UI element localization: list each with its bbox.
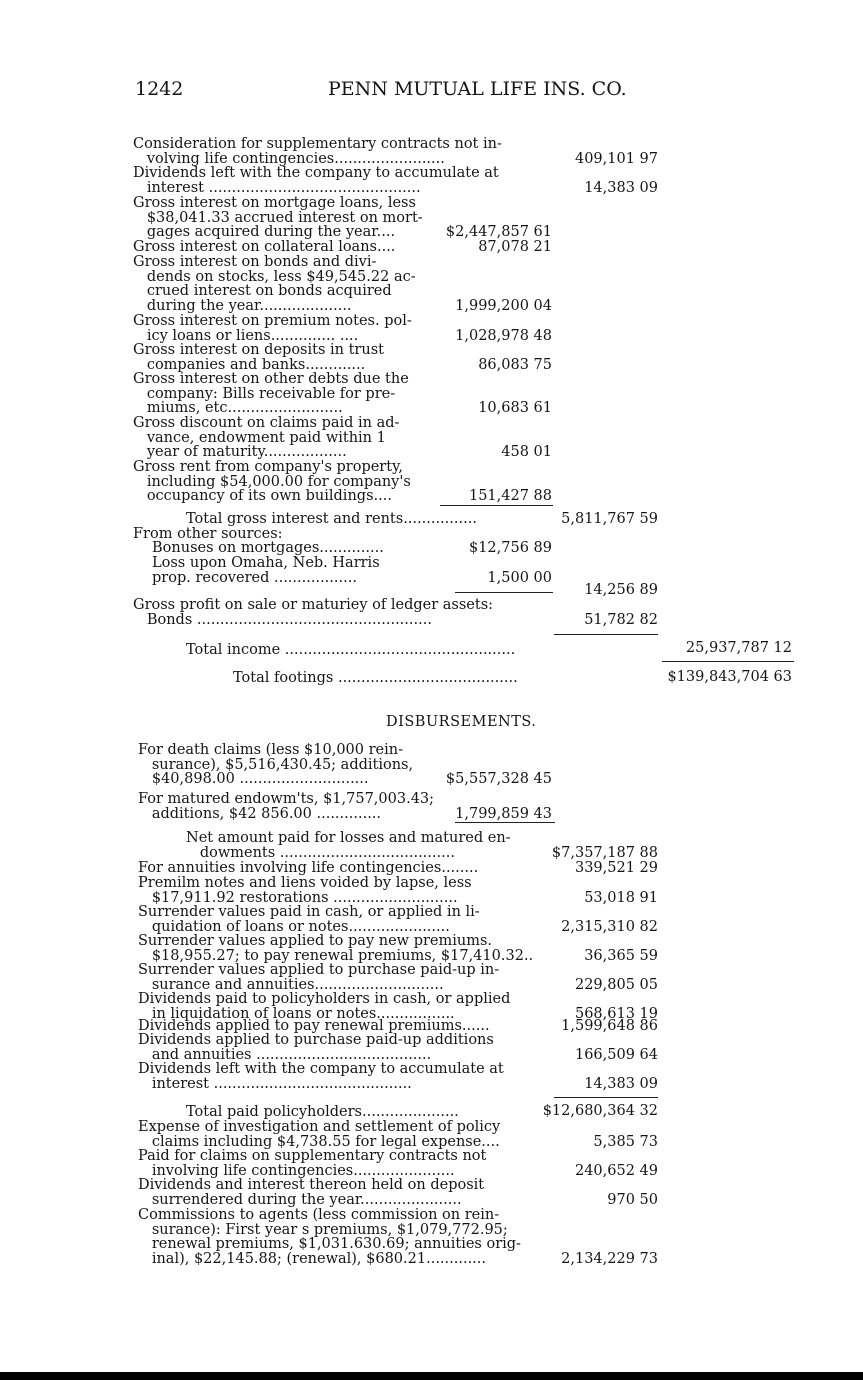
income-item-line: Dividends left with the company to accumulate at (133, 165, 499, 181)
income-item-line: during the year.................... (133, 298, 352, 315)
disbursement-claim-line: For matured endowm'ts, $1,757,003.43; (138, 791, 435, 807)
column-rule (455, 592, 553, 593)
disbursement-item-amount: 53,018 91 (584, 889, 658, 906)
income-item-line: Gross rent from company's property, (133, 459, 403, 475)
total-gross-amount: 5,811,767 59 (561, 511, 658, 527)
disbursement-item-line: Premilm notes and liens voided by lapse, less (138, 875, 472, 891)
disbursement-item-line: and annuities ...................................... (138, 1046, 432, 1063)
disbursement-item-line: For annuities involving life contingencies........ (138, 860, 479, 876)
disbursement-item-amount: 36,365 59 (584, 947, 658, 964)
page-number: 1242 (135, 78, 184, 100)
disbursement-expense-line: Commissions to agents (less commission on rein- (138, 1207, 500, 1223)
income-item-line: Gross discount on claims paid in ad- (133, 415, 400, 431)
income-item-line: Gross interest on deposits in trust (133, 342, 384, 358)
total-footings-label: Total footings ....................................... (233, 670, 518, 686)
disbursements-title: DISBURSEMENTS. (386, 714, 537, 730)
income-item-amount: 1,028,978 48 (455, 327, 552, 344)
net-amount-amount: $7,357,187 88 (551, 844, 658, 861)
income-item-amount: $2,447,857 61 (445, 224, 552, 241)
loss-label: Loss upon Omaha, Neb. Harris (152, 555, 380, 571)
disbursement-item-amount: 1,599,648 86 (561, 1018, 658, 1034)
disbursement-item-line: Surrender values applied to purchase paid-up in- (138, 962, 500, 978)
disbursement-expense-line: renewal premiums, $1,031.630.69; annuities orig- (138, 1236, 521, 1253)
income-item-line: icy loans or liens.............. .... (133, 327, 359, 344)
disbursement-item-amount: 14,383 09 (584, 1075, 658, 1092)
total-income-label: Total income .................................................. (186, 642, 516, 658)
disbursement-expense-line: claims including $4,738.55 for legal expense.... (138, 1133, 500, 1150)
income-item-line: companies and banks............. (133, 356, 366, 373)
disbursement-item-amount: 568,613 19 (574, 1005, 658, 1022)
income-item-line: occupancy of its own buildings.... (133, 488, 392, 505)
gross-profit-line: Bonds ................................................... (133, 611, 432, 628)
income-item-line: $38,041.33 accrued interest on mort- (133, 209, 423, 226)
income-item-amount: 14,383 09 (584, 179, 658, 196)
column-rule (455, 822, 555, 823)
income-item-line: Consideration for supplementary contracts not in- (133, 136, 502, 152)
total-paid-label: Total paid policyholders..................... (186, 1104, 459, 1120)
disbursement-claim-line: $40,898.00 ............................ (138, 771, 369, 788)
disbursement-item-line: Surrender values applied to pay new premiums. (138, 933, 493, 949)
disbursement-item-amount: 339,521 29 (574, 860, 658, 876)
disbursement-item-line: Dividends paid to policyholders in cash, or applied (138, 991, 511, 1007)
disbursement-item-line: Dividends left with the company to accumulate at (138, 1061, 504, 1077)
gross-profit-line: Gross profit on sale or maturiey of ledger assets: (133, 597, 494, 613)
total-gross-label: Total gross interest and rents................ (186, 511, 477, 527)
disbursement-item-line: Dividends applied to pay renewal premiums...... (138, 1018, 490, 1034)
income-item-line: volving life contingencies........................ (133, 150, 445, 167)
disbursement-expense-amount: 240,652 49 (574, 1162, 658, 1179)
total-income-amount: 25,937,787 12 (685, 640, 792, 656)
total-paid-amount: $12,680,364 32 (542, 1103, 658, 1119)
disbursement-expense-line: surrendered during the year...................... (138, 1191, 462, 1208)
disbursement-item-line: quidation of loans or notes...................... (138, 918, 450, 935)
income-item-line: including $54,000.00 for company's (133, 473, 411, 490)
disbursement-expense-line: involving life contingencies...................... (138, 1162, 455, 1179)
income-item-line: dends on stocks, less $49,545.22 ac- (133, 268, 416, 285)
bonuses-amount: $12,756 89 (468, 540, 552, 556)
disbursement-item-amount: 2,315,310 82 (561, 918, 658, 935)
disbursement-expense-line: Expense of investigation and settlement of policy (138, 1119, 501, 1135)
disbursement-item-amount: 166,509 64 (574, 1046, 658, 1063)
income-item-amount: 458 01 (501, 444, 552, 461)
disbursement-claim-line: surance), $5,516,430.45; additions, (138, 756, 414, 773)
disbursement-item-line: $18,955.27; to pay renewal premiums, $17,410.32.. (138, 947, 534, 964)
page-header-title: PENN MUTUAL LIFE INS. CO. (328, 78, 627, 100)
net-amount-line: Net amount paid for losses and matured en- (186, 830, 511, 846)
scan-edge (0, 1372, 863, 1380)
income-item-line: interest .............................................. (133, 179, 421, 196)
income-item-line: Gross interest on collateral loans.... (133, 239, 396, 255)
income-item-line: gages acquired during the year.... (133, 224, 400, 241)
disbursement-claim-amount: 1,799,859 43 (455, 805, 552, 822)
gross-profit-amount: 51,782 82 (584, 611, 658, 628)
column-rule (440, 505, 553, 506)
column-rule (554, 634, 658, 635)
income-item-line: year of maturity.................. (133, 444, 347, 461)
income-item-line: crued interest on bonds acquired (133, 283, 392, 300)
disbursement-expense-line: Dividends and interest thereon held on deposit (138, 1177, 485, 1193)
disbursement-item-line: Surrender values paid in cash, or applied in li- (138, 904, 480, 920)
income-item-line: Gross interest on premium notes. pol- (133, 313, 412, 329)
income-item-line: miums, etc......................... (133, 400, 343, 417)
disbursement-item-amount: 229,805 05 (574, 976, 658, 993)
column-rule (662, 661, 794, 662)
disbursement-item-line: surance and annuities............................ (138, 976, 444, 993)
other-sources-heading: From other sources: (133, 526, 283, 542)
other-sources-total: 14,256 89 (584, 582, 658, 598)
disbursement-claim-line: additions, $42 856.00 .............. (138, 805, 382, 822)
disbursement-claim-amount: $5,557,328 45 (445, 771, 552, 788)
disbursement-item-line: interest ........................................... (138, 1075, 412, 1092)
income-item-amount: 151,427 88 (468, 488, 552, 505)
disbursement-expense-amount: 970 50 (607, 1191, 658, 1208)
net-amount-line: dowments ...................................... (186, 844, 455, 861)
disbursement-expense-amount: 5,385 73 (593, 1133, 658, 1150)
column-rule (554, 1097, 658, 1098)
disbursement-expense-amount: 2,134,229 73 (561, 1251, 658, 1268)
income-item-amount: 10,683 61 (478, 400, 552, 417)
income-item-line: Gross interest on mortgage loans, less (133, 195, 416, 211)
income-item-amount: 86,083 75 (478, 356, 552, 373)
income-item-amount: 409,101 97 (574, 150, 658, 167)
income-item-line: company: Bills receivable for pre- (133, 385, 396, 402)
income-item-amount: 87,078 21 (478, 239, 552, 255)
disbursement-expense-line: surance): First year s premiums, $1,079,772.95; (138, 1221, 508, 1238)
disbursement-item-line: Dividends applied to purchase paid-up additions (138, 1032, 494, 1048)
loss-amount: 1,500 00 (487, 570, 552, 586)
income-item-line: Gross interest on other debts due the (133, 371, 409, 387)
loss-label: prop. recovered .................. (152, 569, 357, 586)
disbursement-expense-line: inal), $22,145.88; (renewal), $680.21............. (138, 1251, 487, 1268)
disbursement-expense-line: Paid for claims on supplementary contracts not (138, 1148, 487, 1164)
income-item-line: Gross interest on bonds and divi- (133, 254, 377, 270)
income-item-amount: 1,999,200 04 (455, 298, 552, 315)
disbursement-claim-line: For death claims (less $10,000 rein- (138, 742, 403, 758)
total-footings-amount: $139,843,704 63 (667, 669, 792, 685)
income-item-line: vance, endowment paid within 1 (133, 429, 386, 446)
disbursement-item-line: $17,911.92 restorations ........................... (138, 889, 458, 906)
bonuses-label: Bonuses on mortgages.............. (152, 540, 384, 556)
disbursement-item-line: in liquidation of loans or notes................. (138, 1005, 455, 1022)
